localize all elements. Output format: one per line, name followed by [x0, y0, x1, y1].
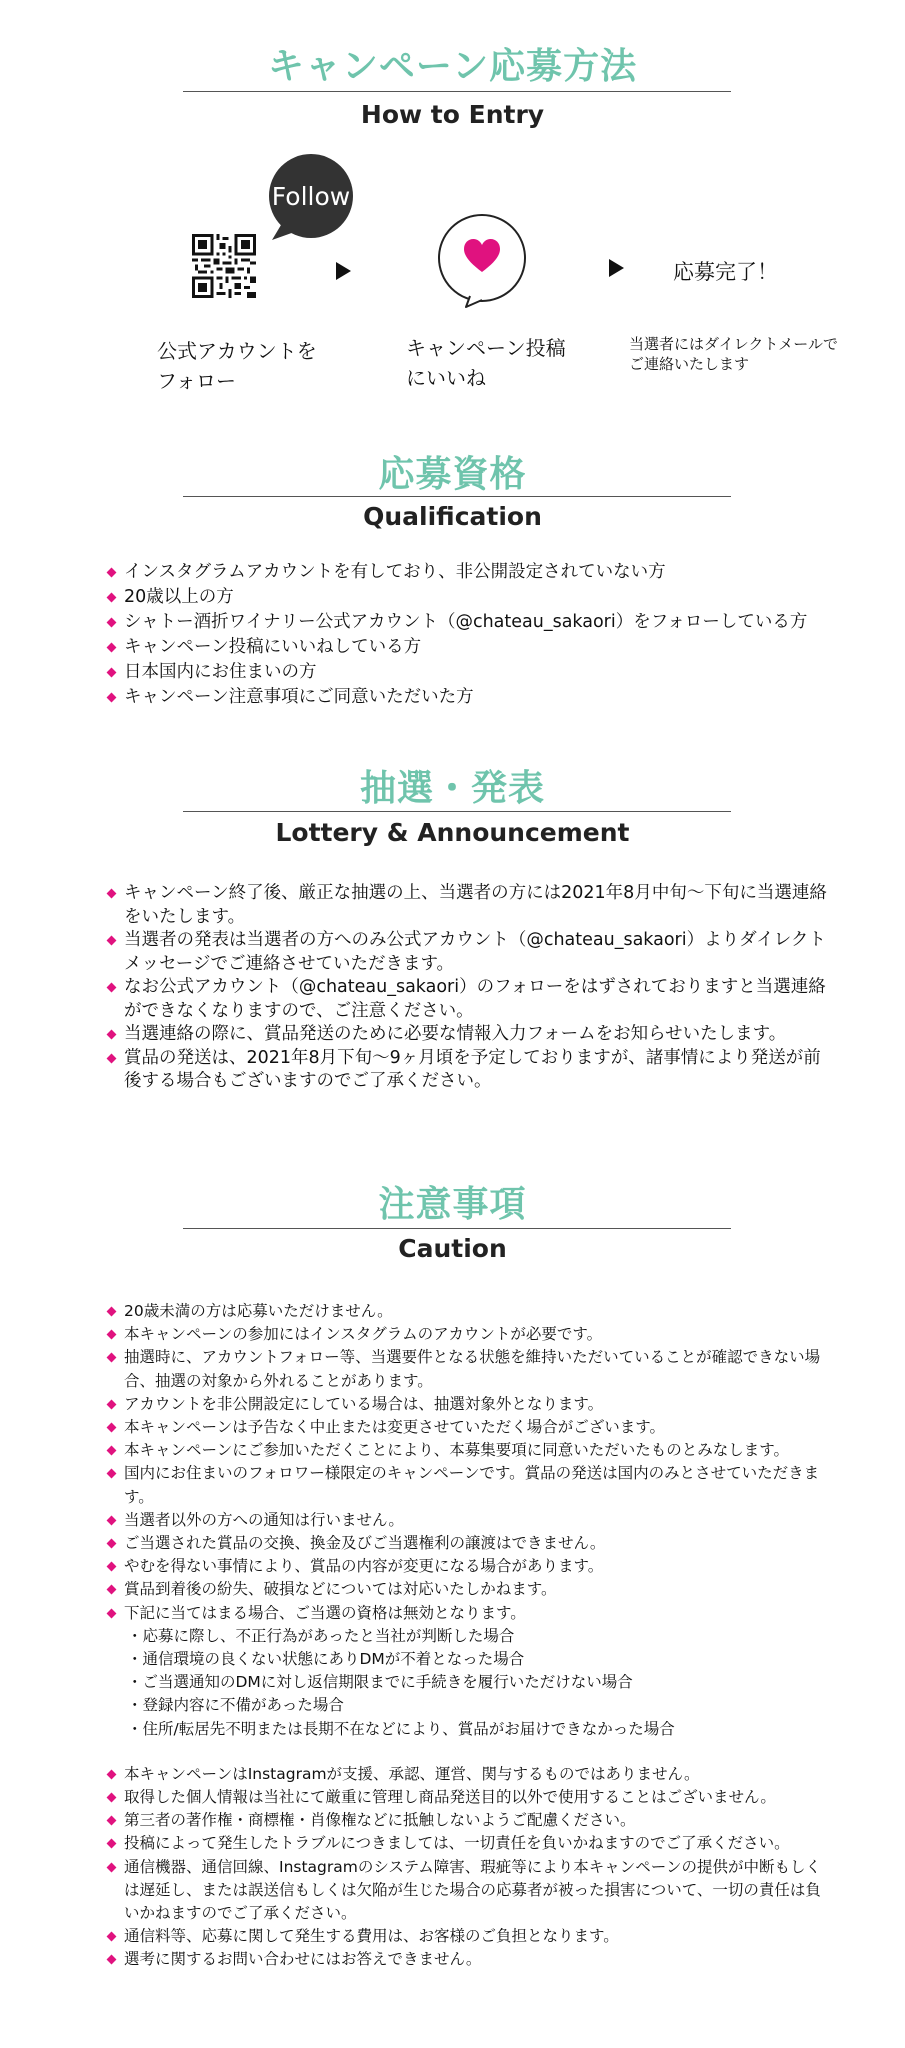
- sub-list-item: ・応募に際し、不正行為があったと当社が判断した場合: [127, 1626, 515, 1645]
- sub-list-item: ・登録内容に不備があった場合: [127, 1696, 344, 1715]
- list-item: 20歳未満の方は応募いただけません。: [105, 1300, 835, 1323]
- step-follow-text: [157, 336, 317, 396]
- list-item: やむを得ない事情により、賞品の内容が変更になる場合があります。: [105, 1555, 835, 1578]
- divider: [183, 91, 731, 92]
- list-item: 当選者以外の方への通知は行いません。: [105, 1509, 835, 1532]
- list-item: 本キャンペーンはInstagramが支援、承認、運営、関与するものではありません。: [105, 1763, 835, 1786]
- list-item: 通信料等、応募に関して発生する費用は、お客様のご負担となります。: [105, 1925, 835, 1948]
- caution-title: 注意事項: [378, 1184, 527, 1225]
- list-item: インスタグラムアカウントを有しており、非公開設定されていない方: [105, 560, 835, 585]
- entry-complete-label: 応募完了！: [673, 260, 778, 284]
- list-item: アカウントを非公開設定にしている場合は、抽選対象外となります。: [105, 1393, 835, 1416]
- heart-bubble-icon: [434, 212, 530, 308]
- divider: [183, 811, 731, 812]
- lottery-subtitle: Lottery & Announcement: [275, 818, 630, 847]
- list-item: 本キャンペーンにご参加いただくことにより、本募集要項に同意いただいたものとみなします。: [105, 1439, 835, 1462]
- caution-subtitle: Caution: [398, 1234, 507, 1263]
- list-item: 通信機器、通信回線、Instagramのシステム障害、瑕疵等により本キャンペーンの提供が中断もしくは遅延し、または誤送信もしくは欠陥が生じた場合の応募者が被った損害について、一切の責任は負いかねますのでご了承ください。: [105, 1856, 835, 1926]
- list-item: キャンペーン注意事項にご同意いただいた方: [105, 685, 835, 710]
- divider: [183, 496, 731, 497]
- step-follow-line2: フォロー: [157, 369, 236, 393]
- list-item: シャトー酒折ワイナリー公式アカウント（@chateau_sakaori）をフォローしている方: [105, 610, 835, 635]
- sub-list-item: ・ご当選通知のDMに対し返信期限までに手続きを履行いただけない場合: [127, 1673, 633, 1692]
- list-item: 賞品の発送は、2021年8月下旬～9ヶ月頃を予定しておりますが、諸事情により発送が前後する場合もございますのでご了承ください。: [105, 1047, 835, 1094]
- step-follow-line1: 公式アカウントを: [157, 339, 317, 363]
- lottery-title: 抽選・発表: [359, 768, 545, 809]
- qualification-list: [105, 560, 835, 710]
- qualification-title: 応募資格: [378, 454, 527, 495]
- step-like-line1: キャンペーン投稿: [406, 336, 566, 360]
- list-item: 当選者の発表は当選者の方へのみ公式アカウント（@chateau_sakaori）よりダイレクトメッセージでご連絡させていただきます。: [105, 929, 835, 976]
- list-item: 本キャンペーンは予告なく中止または変更させていただく場合がございます。: [105, 1416, 835, 1439]
- list-item: 投稿によって発生したトラブルにつきましては、一切責任を負いかねますのでご了承ください。: [105, 1832, 835, 1855]
- list-item: 取得した個人情報は当社にて厳重に管理し商品発送目的以外で使用することはございません。: [105, 1786, 835, 1809]
- follow-badge-label: Follow: [271, 182, 351, 211]
- sub-list-item: ・通信環境の良くない状態にありDMが不着となった場合: [127, 1650, 525, 1669]
- step-like-line2: にいいね: [406, 366, 486, 390]
- qualification-subtitle: Qualification: [363, 502, 542, 531]
- list-item: 賞品到着後の紛失、破損などについては対応いたしかねます。: [105, 1578, 835, 1601]
- list-item: 日本国内にお住まいの方: [105, 660, 835, 685]
- list-item: なお公式アカウント（@chateau_sakaori）のフォローをはずされておりますと当選連絡ができなくなりますので、ご注意ください。: [105, 976, 835, 1023]
- arrow-right-icon: [336, 262, 351, 280]
- list-item: 当選連絡の際に、賞品発送のために必要な情報入力フォームをお知らせいたします。: [105, 1023, 835, 1047]
- winner-note: [629, 334, 838, 374]
- divider: [183, 1228, 731, 1229]
- list-item: 第三者の著作権・商標権・肖像権などに抵触しないようご配慮ください。: [105, 1809, 835, 1832]
- follow-badge: [266, 152, 356, 242]
- winner-note-line1: 当選者にはダイレクトメールで: [629, 335, 838, 353]
- list-item: キャンペーン終了後、厳正な抽選の上、当選者の方には2021年8月中旬～下旬に当選連絡をいたします。: [105, 882, 835, 929]
- list-item: 下記に当てはまる場合、ご当選の資格は無効となります。: [105, 1602, 835, 1625]
- qr-code-icon: [192, 234, 256, 298]
- list-item: 本キャンペーンの参加にはインスタグラムのアカウントが必要です。: [105, 1323, 835, 1346]
- lottery-list: [105, 882, 835, 1094]
- arrow-right-icon: [609, 259, 624, 277]
- list-item: 20歳以上の方: [105, 585, 835, 610]
- winner-note-line2: ご連絡いたします: [629, 355, 750, 373]
- list-item: 選考に関するお問い合わせにはお答えできません。: [105, 1948, 835, 1971]
- list-item: 抽選時に、アカウントフォロー等、当選要件となる状態を維持いただいていることが確認できない場合、抽選の対象から外れることがあります。: [105, 1346, 835, 1392]
- how-to-title: キャンペーン応募方法: [267, 46, 638, 87]
- sub-list-item: ・住所/転居先不明または長期不在などにより、賞品がお届けできなかった場合: [127, 1719, 675, 1738]
- list-item: キャンペーン投稿にいいねしている方: [105, 635, 835, 660]
- list-item: 国内にお住まいのフォロワー様限定のキャンペーンです。賞品の発送は国内のみとさせていただきます。: [105, 1462, 835, 1508]
- caution-list: [105, 1300, 835, 1972]
- how-to-subtitle: How to Entry: [360, 100, 545, 129]
- step-like-text: [406, 333, 566, 393]
- list-item: ご当選された賞品の交換、換金及びご当選権利の譲渡はできません。: [105, 1532, 835, 1555]
